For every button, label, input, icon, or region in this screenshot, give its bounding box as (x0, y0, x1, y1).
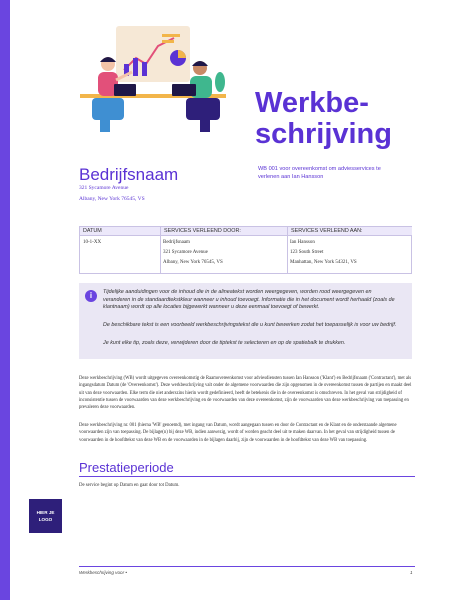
services-table (79, 226, 412, 274)
footer-divider (79, 566, 415, 567)
document-title (255, 88, 455, 150)
page-number: 1 (410, 570, 413, 575)
company-name: Bedrijfsnaam (79, 165, 179, 184)
company-address-street: 321 Sycamore Avenue (79, 185, 129, 191)
side-accent-bar (0, 0, 10, 600)
body-paragraph: Deze werkbeschrijving (WB) wordt uitgegeven overeenkomstig de Raamovereenkomst voor adviesdiensten tussen Ian Hansson ('Klant') en Bedrijfsnaam ('Contractant'), met als ingangsdatum Datum (de 'Overeenkomst'). Deze werkbeschrijving valt onder de algemene voorwaarden die zijn opgenomen in de overeenkomst tussen de partijen en maakt deel uit van deze voorwaarden. Elke term die niet anderszins hierin wordt gedefinieerd, heeft de betekenis die in de overeenkomst is omschreven. In het geval van strijdigheid of inconsistentie tussen de voorwaarden van deze werkbeschrijving en de voorwaarden van deze overeenkomst, zijn de voorwaarden van deze werkbeschrijving van toepassing en prevaleren deze voorwaarden. (79, 376, 412, 411)
tip-paragraph[interactable]: Tijdelijke aanduidingen voor de inhoud die in de alineatekst worden weergegeven, worden rood weergegeven en veranderen in de standaardtekstkleur wanneer u inhoud toevoegt. Informatie die in het document wordt herhaald (zoals de klantnaam) wordt op alle locaties bijgewerkt wanneer u deze eenmaal toevoegt of bewerkt. (103, 289, 395, 311)
plant (215, 72, 225, 92)
table-cell-date: 10-1-XX (83, 240, 102, 245)
section-text: De service begint op Datum en gaat door tot Datum. (79, 483, 180, 488)
table-header-by: SERVICES VERLEEND DOOR: (160, 227, 287, 236)
table-cell-by-city: Albany, New York 76545, VS (163, 260, 223, 265)
company-address-city: Albany, New York 76545, VS (79, 196, 145, 202)
table-cell-to-name: Ian Hansson (290, 240, 315, 245)
table-header-date: DATUM (80, 227, 160, 236)
body-paragraph: Deze werkbeschrijving nr. 001 (hierna 'WB' genoemd), met ingang van Datum, wordt aangegaan tussen en door de Contractant en de Klant en de onderstaande algemene voorwaarden zijn van toepassing. De bijlage(n) bij deze WB, indien aanwezig, wordt of worden geacht deel uit te maken daarvan. In het geval van strijdigheid tussen de voorwaarden in de hoofdtekst van deze WB en de voorwaarden in de bijlagen daarbij, zijn de voorwaarden in de hoofdtekst van deze WB van toepassing. (79, 423, 397, 443)
document-subtitle: WB 001 voor overeenkomst om adviesservices te verlenen aan Ian Hansson (258, 166, 381, 180)
document-title-line1: Werkbe- (255, 87, 369, 119)
footer-title: Werkbeschrijving voor • (79, 570, 127, 575)
info-icon: i (85, 290, 97, 302)
laptop-right (172, 84, 196, 96)
document-title-line2: schrijving (255, 118, 392, 150)
table-cell-by-street: 321 Sycamore Avenue (163, 250, 208, 255)
table-cell-to-street: 123 South Street (290, 250, 324, 255)
section-heading: Prestatieperiode (79, 460, 174, 475)
laptop-left (114, 84, 136, 96)
tip-paragraph[interactable]: De beschikbare tekst is een voorbeeld werkbeschrijvingstekst die u kunt bewerken zodat het toepasselijk is voor uw bedrijf. (103, 322, 397, 328)
table-header-to: SERVICES VERLEEND AAN: (287, 227, 412, 236)
tip-paragraph[interactable]: Je kunt elke tip, zoals deze, verwijderen door de tiptekst te selecteren en op de spatiebalk te drukken. (103, 340, 346, 346)
team-illustration (78, 18, 228, 138)
logo-line1: HIER JE (36, 510, 55, 515)
heading-divider (79, 476, 415, 477)
logo-line2: LOGO (38, 517, 53, 522)
table-cell-by-name: Bedrijfsnaam (163, 240, 190, 245)
table-cell-to-city: Manhattan, New York 54321, VS (290, 260, 357, 265)
logo-placeholder[interactable] (29, 499, 62, 533)
